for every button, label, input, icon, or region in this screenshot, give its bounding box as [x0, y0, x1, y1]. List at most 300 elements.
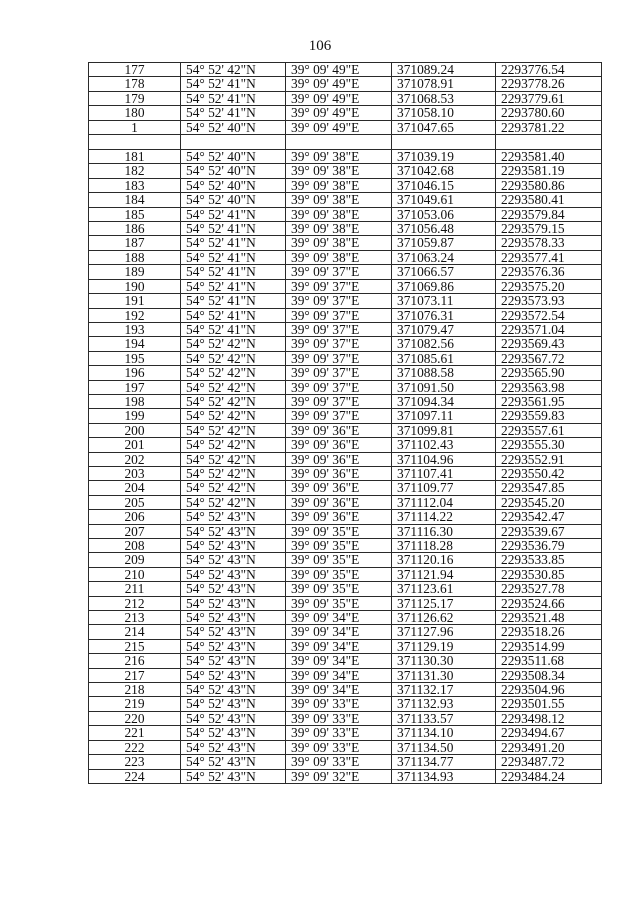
point-number-cell: 216 — [89, 654, 181, 668]
point-number-cell: 184 — [89, 193, 181, 207]
point-number-cell: 201 — [89, 438, 181, 452]
y-coordinate-cell: 2293487.72 — [496, 755, 602, 769]
table-row — [89, 193, 602, 207]
x-coordinate-cell: 371039.19 — [392, 150, 496, 164]
table-row — [89, 120, 602, 134]
x-coordinate-cell: 371085.61 — [392, 351, 496, 365]
latitude-cell: 54° 52' 42"N — [181, 423, 286, 437]
longitude-cell: 39° 09' 35"E — [286, 553, 392, 567]
table-row — [89, 539, 602, 553]
table-row — [89, 380, 602, 394]
latitude-cell: 54° 52' 42"N — [181, 366, 286, 380]
latitude-cell: 54° 52' 43"N — [181, 726, 286, 740]
x-coordinate-cell: 371073.11 — [392, 294, 496, 308]
y-coordinate-cell: 2293778.26 — [496, 77, 602, 91]
x-coordinate-cell: 371131.30 — [392, 668, 496, 682]
latitude-cell: 54° 52' 43"N — [181, 755, 286, 769]
longitude-cell: 39° 09' 34"E — [286, 611, 392, 625]
longitude-cell: 39° 09' 38"E — [286, 250, 392, 264]
point-number-cell: 1 — [89, 120, 181, 134]
y-coordinate-cell: 2293491.20 — [496, 740, 602, 754]
y-coordinate-cell — [496, 135, 602, 150]
point-number-cell: 213 — [89, 611, 181, 625]
latitude-cell: 54° 52' 40"N — [181, 150, 286, 164]
point-number-cell: 195 — [89, 351, 181, 365]
x-coordinate-cell: 371132.93 — [392, 697, 496, 711]
y-coordinate-cell: 2293542.47 — [496, 510, 602, 524]
table-row — [89, 178, 602, 192]
x-coordinate-cell: 371058.10 — [392, 106, 496, 120]
latitude-cell: 54° 52' 42"N — [181, 438, 286, 452]
y-coordinate-cell: 2293579.15 — [496, 222, 602, 236]
latitude-cell: 54° 52' 41"N — [181, 250, 286, 264]
x-coordinate-cell: 371049.61 — [392, 193, 496, 207]
latitude-cell: 54° 52' 43"N — [181, 697, 286, 711]
x-coordinate-cell: 371094.34 — [392, 394, 496, 408]
point-number-cell: 196 — [89, 366, 181, 380]
x-coordinate-cell: 371129.19 — [392, 639, 496, 653]
latitude-cell: 54° 52' 40"N — [181, 120, 286, 134]
latitude-cell: 54° 52' 43"N — [181, 510, 286, 524]
longitude-cell: 39° 09' 35"E — [286, 539, 392, 553]
point-number-cell: 180 — [89, 106, 181, 120]
longitude-cell: 39° 09' 33"E — [286, 697, 392, 711]
point-number-cell: 186 — [89, 222, 181, 236]
longitude-cell: 39° 09' 34"E — [286, 668, 392, 682]
table-row — [89, 567, 602, 581]
point-number-cell: 211 — [89, 582, 181, 596]
page-number: 106 — [308, 38, 332, 54]
latitude-cell: 54° 52' 43"N — [181, 625, 286, 639]
longitude-cell: 39° 09' 37"E — [286, 322, 392, 336]
longitude-cell: 39° 09' 34"E — [286, 683, 392, 697]
y-coordinate-cell: 2293545.20 — [496, 495, 602, 509]
y-coordinate-cell: 2293776.54 — [496, 63, 602, 77]
longitude-cell: 39° 09' 38"E — [286, 150, 392, 164]
longitude-cell — [286, 135, 392, 150]
y-coordinate-cell: 2293527.78 — [496, 582, 602, 596]
point-number-cell: 200 — [89, 423, 181, 437]
x-coordinate-cell: 371134.77 — [392, 755, 496, 769]
table-row — [89, 394, 602, 408]
table-row — [89, 452, 602, 466]
latitude-cell: 54° 52' 43"N — [181, 683, 286, 697]
point-number-cell: 183 — [89, 178, 181, 192]
longitude-cell: 39° 09' 35"E — [286, 582, 392, 596]
y-coordinate-cell: 2293524.66 — [496, 596, 602, 610]
latitude-cell: 54° 52' 43"N — [181, 582, 286, 596]
x-coordinate-cell: 371078.91 — [392, 77, 496, 91]
y-coordinate-cell: 2293511.68 — [496, 654, 602, 668]
x-coordinate-cell: 371134.10 — [392, 726, 496, 740]
latitude-cell: 54° 52' 41"N — [181, 236, 286, 250]
longitude-cell: 39° 09' 35"E — [286, 524, 392, 538]
y-coordinate-cell: 2293521.48 — [496, 611, 602, 625]
point-number-cell: 207 — [89, 524, 181, 538]
latitude-cell: 54° 52' 41"N — [181, 77, 286, 91]
latitude-cell — [181, 135, 286, 150]
table-row — [89, 683, 602, 697]
y-coordinate-cell: 2293580.41 — [496, 193, 602, 207]
x-coordinate-cell: 371091.50 — [392, 380, 496, 394]
latitude-cell: 54° 52' 42"N — [181, 495, 286, 509]
y-coordinate-cell: 2293536.79 — [496, 539, 602, 553]
table-row — [89, 625, 602, 639]
table-row — [89, 697, 602, 711]
latitude-cell: 54° 52' 41"N — [181, 294, 286, 308]
y-coordinate-cell: 2293559.83 — [496, 409, 602, 423]
longitude-cell: 39° 09' 32"E — [286, 769, 392, 783]
point-number-cell: 208 — [89, 539, 181, 553]
point-number-cell: 190 — [89, 279, 181, 293]
table-row — [89, 308, 602, 322]
table-row — [89, 322, 602, 336]
x-coordinate-cell: 371123.61 — [392, 582, 496, 596]
latitude-cell: 54° 52' 43"N — [181, 524, 286, 538]
latitude-cell: 54° 52' 43"N — [181, 769, 286, 783]
x-coordinate-cell: 371107.41 — [392, 466, 496, 480]
table-row — [89, 611, 602, 625]
x-coordinate-cell: 371132.17 — [392, 683, 496, 697]
x-coordinate-cell: 371047.65 — [392, 120, 496, 134]
point-number-cell: 215 — [89, 639, 181, 653]
x-coordinate-cell: 371097.11 — [392, 409, 496, 423]
table-row — [89, 582, 602, 596]
longitude-cell: 39° 09' 37"E — [286, 265, 392, 279]
latitude-cell: 54° 52' 40"N — [181, 178, 286, 192]
latitude-cell: 54° 52' 41"N — [181, 106, 286, 120]
x-coordinate-cell: 371076.31 — [392, 308, 496, 322]
x-coordinate-cell: 371134.93 — [392, 769, 496, 783]
table-row — [89, 654, 602, 668]
point-number-cell: 205 — [89, 495, 181, 509]
table-row — [89, 481, 602, 495]
table-row — [89, 337, 602, 351]
table-row — [89, 250, 602, 264]
table-row — [89, 351, 602, 365]
point-number-cell: 194 — [89, 337, 181, 351]
longitude-cell: 39° 09' 38"E — [286, 207, 392, 221]
table-row — [89, 294, 602, 308]
table-row — [89, 106, 602, 120]
y-coordinate-cell: 2293571.04 — [496, 322, 602, 336]
longitude-cell: 39° 09' 36"E — [286, 452, 392, 466]
longitude-cell: 39° 09' 37"E — [286, 308, 392, 322]
latitude-cell: 54° 52' 43"N — [181, 654, 286, 668]
point-number-cell: 189 — [89, 265, 181, 279]
x-coordinate-cell: 371056.48 — [392, 222, 496, 236]
latitude-cell: 54° 52' 41"N — [181, 322, 286, 336]
x-coordinate-cell: 371068.53 — [392, 91, 496, 105]
y-coordinate-cell: 2293530.85 — [496, 567, 602, 581]
latitude-cell: 54° 52' 43"N — [181, 711, 286, 725]
longitude-cell: 39° 09' 34"E — [286, 654, 392, 668]
longitude-cell: 39° 09' 38"E — [286, 164, 392, 178]
y-coordinate-cell: 2293484.24 — [496, 769, 602, 783]
point-number-cell: 177 — [89, 63, 181, 77]
coordinates-table — [88, 62, 602, 784]
x-coordinate-cell: 371114.22 — [392, 510, 496, 524]
y-coordinate-cell: 2293581.19 — [496, 164, 602, 178]
x-coordinate-cell — [392, 135, 496, 150]
table-row — [89, 596, 602, 610]
longitude-cell: 39° 09' 36"E — [286, 481, 392, 495]
table-row — [89, 63, 602, 77]
x-coordinate-cell: 371066.57 — [392, 265, 496, 279]
point-number-cell: 217 — [89, 668, 181, 682]
point-number-cell: 182 — [89, 164, 181, 178]
y-coordinate-cell: 2293561.95 — [496, 394, 602, 408]
y-coordinate-cell: 2293539.67 — [496, 524, 602, 538]
latitude-cell: 54° 52' 42"N — [181, 481, 286, 495]
y-coordinate-cell: 2293547.85 — [496, 481, 602, 495]
longitude-cell: 39° 09' 37"E — [286, 409, 392, 423]
latitude-cell: 54° 52' 41"N — [181, 279, 286, 293]
y-coordinate-cell: 2293533.85 — [496, 553, 602, 567]
point-number-cell: 212 — [89, 596, 181, 610]
x-coordinate-cell: 371120.16 — [392, 553, 496, 567]
x-coordinate-cell: 371121.94 — [392, 567, 496, 581]
y-coordinate-cell: 2293552.91 — [496, 452, 602, 466]
longitude-cell: 39° 09' 35"E — [286, 596, 392, 610]
latitude-cell: 54° 52' 42"N — [181, 394, 286, 408]
longitude-cell: 39° 09' 49"E — [286, 77, 392, 91]
latitude-cell: 54° 52' 42"N — [181, 452, 286, 466]
point-number-cell: 198 — [89, 394, 181, 408]
x-coordinate-cell: 371130.30 — [392, 654, 496, 668]
latitude-cell: 54° 52' 43"N — [181, 596, 286, 610]
x-coordinate-cell: 371099.81 — [392, 423, 496, 437]
point-number-cell: 191 — [89, 294, 181, 308]
longitude-cell: 39° 09' 36"E — [286, 466, 392, 480]
table-row — [89, 409, 602, 423]
longitude-cell: 39° 09' 33"E — [286, 726, 392, 740]
longitude-cell: 39° 09' 37"E — [286, 351, 392, 365]
x-coordinate-cell: 371109.77 — [392, 481, 496, 495]
latitude-cell: 54° 52' 43"N — [181, 740, 286, 754]
x-coordinate-cell: 371104.96 — [392, 452, 496, 466]
point-number-cell: 209 — [89, 553, 181, 567]
point-number-cell: 193 — [89, 322, 181, 336]
longitude-cell: 39° 09' 36"E — [286, 495, 392, 509]
x-coordinate-cell: 371082.56 — [392, 337, 496, 351]
y-coordinate-cell: 2293518.26 — [496, 625, 602, 639]
point-number-cell: 221 — [89, 726, 181, 740]
point-number-cell: 214 — [89, 625, 181, 639]
longitude-cell: 39° 09' 35"E — [286, 567, 392, 581]
latitude-cell: 54° 52' 42"N — [181, 380, 286, 394]
latitude-cell: 54° 52' 41"N — [181, 265, 286, 279]
longitude-cell: 39° 09' 38"E — [286, 222, 392, 236]
table-row — [89, 740, 602, 754]
latitude-cell: 54° 52' 43"N — [181, 639, 286, 653]
longitude-cell: 39° 09' 37"E — [286, 337, 392, 351]
longitude-cell: 39° 09' 33"E — [286, 740, 392, 754]
longitude-cell: 39° 09' 49"E — [286, 91, 392, 105]
table-row — [89, 150, 602, 164]
table-row — [89, 466, 602, 480]
y-coordinate-cell: 2293504.96 — [496, 683, 602, 697]
latitude-cell: 54° 52' 42"N — [181, 337, 286, 351]
point-number-cell: 178 — [89, 77, 181, 91]
y-coordinate-cell: 2293575.20 — [496, 279, 602, 293]
y-coordinate-cell: 2293779.61 — [496, 91, 602, 105]
y-coordinate-cell: 2293780.60 — [496, 106, 602, 120]
table-row — [89, 207, 602, 221]
y-coordinate-cell: 2293550.42 — [496, 466, 602, 480]
y-coordinate-cell: 2293578.33 — [496, 236, 602, 250]
y-coordinate-cell: 2293577.41 — [496, 250, 602, 264]
latitude-cell: 54° 52' 41"N — [181, 207, 286, 221]
latitude-cell: 54° 52' 43"N — [181, 668, 286, 682]
point-number-cell: 220 — [89, 711, 181, 725]
longitude-cell: 39° 09' 37"E — [286, 294, 392, 308]
x-coordinate-cell: 371089.24 — [392, 63, 496, 77]
table-row — [89, 711, 602, 725]
table-row — [89, 524, 602, 538]
latitude-cell: 54° 52' 40"N — [181, 193, 286, 207]
longitude-cell: 39° 09' 33"E — [286, 755, 392, 769]
x-coordinate-cell: 371116.30 — [392, 524, 496, 538]
x-coordinate-cell: 371118.28 — [392, 539, 496, 553]
longitude-cell: 39° 09' 36"E — [286, 510, 392, 524]
x-coordinate-cell: 371133.57 — [392, 711, 496, 725]
point-number-cell: 197 — [89, 380, 181, 394]
longitude-cell: 39° 09' 49"E — [286, 106, 392, 120]
table-row — [89, 279, 602, 293]
latitude-cell: 54° 52' 43"N — [181, 567, 286, 581]
table-separator-row — [89, 135, 602, 150]
y-coordinate-cell: 2293573.93 — [496, 294, 602, 308]
longitude-cell: 39° 09' 37"E — [286, 394, 392, 408]
y-coordinate-cell: 2293567.72 — [496, 351, 602, 365]
y-coordinate-cell: 2293498.12 — [496, 711, 602, 725]
table-row — [89, 265, 602, 279]
longitude-cell: 39° 09' 38"E — [286, 193, 392, 207]
table-row — [89, 77, 602, 91]
longitude-cell: 39° 09' 34"E — [286, 625, 392, 639]
x-coordinate-cell: 371069.86 — [392, 279, 496, 293]
table-row — [89, 366, 602, 380]
point-number-cell: 202 — [89, 452, 181, 466]
x-coordinate-cell: 371053.06 — [392, 207, 496, 221]
longitude-cell: 39° 09' 36"E — [286, 423, 392, 437]
longitude-cell: 39° 09' 34"E — [286, 639, 392, 653]
longitude-cell: 39° 09' 38"E — [286, 178, 392, 192]
latitude-cell: 54° 52' 43"N — [181, 611, 286, 625]
x-coordinate-cell: 371126.62 — [392, 611, 496, 625]
table-row — [89, 755, 602, 769]
x-coordinate-cell: 371134.50 — [392, 740, 496, 754]
y-coordinate-cell: 2293557.61 — [496, 423, 602, 437]
latitude-cell: 54° 52' 41"N — [181, 91, 286, 105]
longitude-cell: 39° 09' 33"E — [286, 711, 392, 725]
point-number-cell: 181 — [89, 150, 181, 164]
point-number-cell — [89, 135, 181, 150]
point-number-cell: 204 — [89, 481, 181, 495]
x-coordinate-cell: 371127.96 — [392, 625, 496, 639]
longitude-cell: 39° 09' 37"E — [286, 366, 392, 380]
y-coordinate-cell: 2293579.84 — [496, 207, 602, 221]
table-row — [89, 423, 602, 437]
y-coordinate-cell: 2293565.90 — [496, 366, 602, 380]
point-number-cell: 206 — [89, 510, 181, 524]
latitude-cell: 54° 52' 40"N — [181, 164, 286, 178]
x-coordinate-cell: 371125.17 — [392, 596, 496, 610]
latitude-cell: 54° 52' 42"N — [181, 466, 286, 480]
y-coordinate-cell: 2293581.40 — [496, 150, 602, 164]
y-coordinate-cell: 2293576.36 — [496, 265, 602, 279]
point-number-cell: 192 — [89, 308, 181, 322]
table-row — [89, 639, 602, 653]
longitude-cell: 39° 09' 49"E — [286, 120, 392, 134]
latitude-cell: 54° 52' 41"N — [181, 308, 286, 322]
table-row — [89, 726, 602, 740]
x-coordinate-cell: 371102.43 — [392, 438, 496, 452]
longitude-cell: 39° 09' 37"E — [286, 380, 392, 394]
table-row — [89, 769, 602, 783]
x-coordinate-cell: 371088.58 — [392, 366, 496, 380]
point-number-cell: 218 — [89, 683, 181, 697]
x-coordinate-cell: 371063.24 — [392, 250, 496, 264]
y-coordinate-cell: 2293781.22 — [496, 120, 602, 134]
y-coordinate-cell: 2293555.30 — [496, 438, 602, 452]
y-coordinate-cell: 2293563.98 — [496, 380, 602, 394]
y-coordinate-cell: 2293514.99 — [496, 639, 602, 653]
y-coordinate-cell: 2293569.43 — [496, 337, 602, 351]
longitude-cell: 39° 09' 38"E — [286, 236, 392, 250]
y-coordinate-cell: 2293501.55 — [496, 697, 602, 711]
x-coordinate-cell: 371112.04 — [392, 495, 496, 509]
table-row — [89, 222, 602, 236]
latitude-cell: 54° 52' 42"N — [181, 409, 286, 423]
y-coordinate-cell: 2293572.54 — [496, 308, 602, 322]
y-coordinate-cell: 2293508.34 — [496, 668, 602, 682]
table-row — [89, 438, 602, 452]
point-number-cell: 203 — [89, 466, 181, 480]
point-number-cell: 199 — [89, 409, 181, 423]
coordinates-table-body — [89, 63, 602, 784]
table-row — [89, 236, 602, 250]
point-number-cell: 187 — [89, 236, 181, 250]
point-number-cell: 188 — [89, 250, 181, 264]
longitude-cell: 39° 09' 37"E — [286, 279, 392, 293]
point-number-cell: 185 — [89, 207, 181, 221]
point-number-cell: 223 — [89, 755, 181, 769]
latitude-cell: 54° 52' 42"N — [181, 351, 286, 365]
x-coordinate-cell: 371059.87 — [392, 236, 496, 250]
y-coordinate-cell: 2293580.86 — [496, 178, 602, 192]
table-row — [89, 164, 602, 178]
table-row — [89, 668, 602, 682]
point-number-cell: 179 — [89, 91, 181, 105]
x-coordinate-cell: 371042.68 — [392, 164, 496, 178]
latitude-cell: 54° 52' 41"N — [181, 222, 286, 236]
point-number-cell: 210 — [89, 567, 181, 581]
longitude-cell: 39° 09' 36"E — [286, 438, 392, 452]
point-number-cell: 224 — [89, 769, 181, 783]
x-coordinate-cell: 371079.47 — [392, 322, 496, 336]
table-row — [89, 91, 602, 105]
x-coordinate-cell: 371046.15 — [392, 178, 496, 192]
latitude-cell: 54° 52' 43"N — [181, 553, 286, 567]
table-row — [89, 495, 602, 509]
y-coordinate-cell: 2293494.67 — [496, 726, 602, 740]
table-row — [89, 553, 602, 567]
longitude-cell: 39° 09' 49"E — [286, 63, 392, 77]
latitude-cell: 54° 52' 43"N — [181, 539, 286, 553]
table-row — [89, 510, 602, 524]
